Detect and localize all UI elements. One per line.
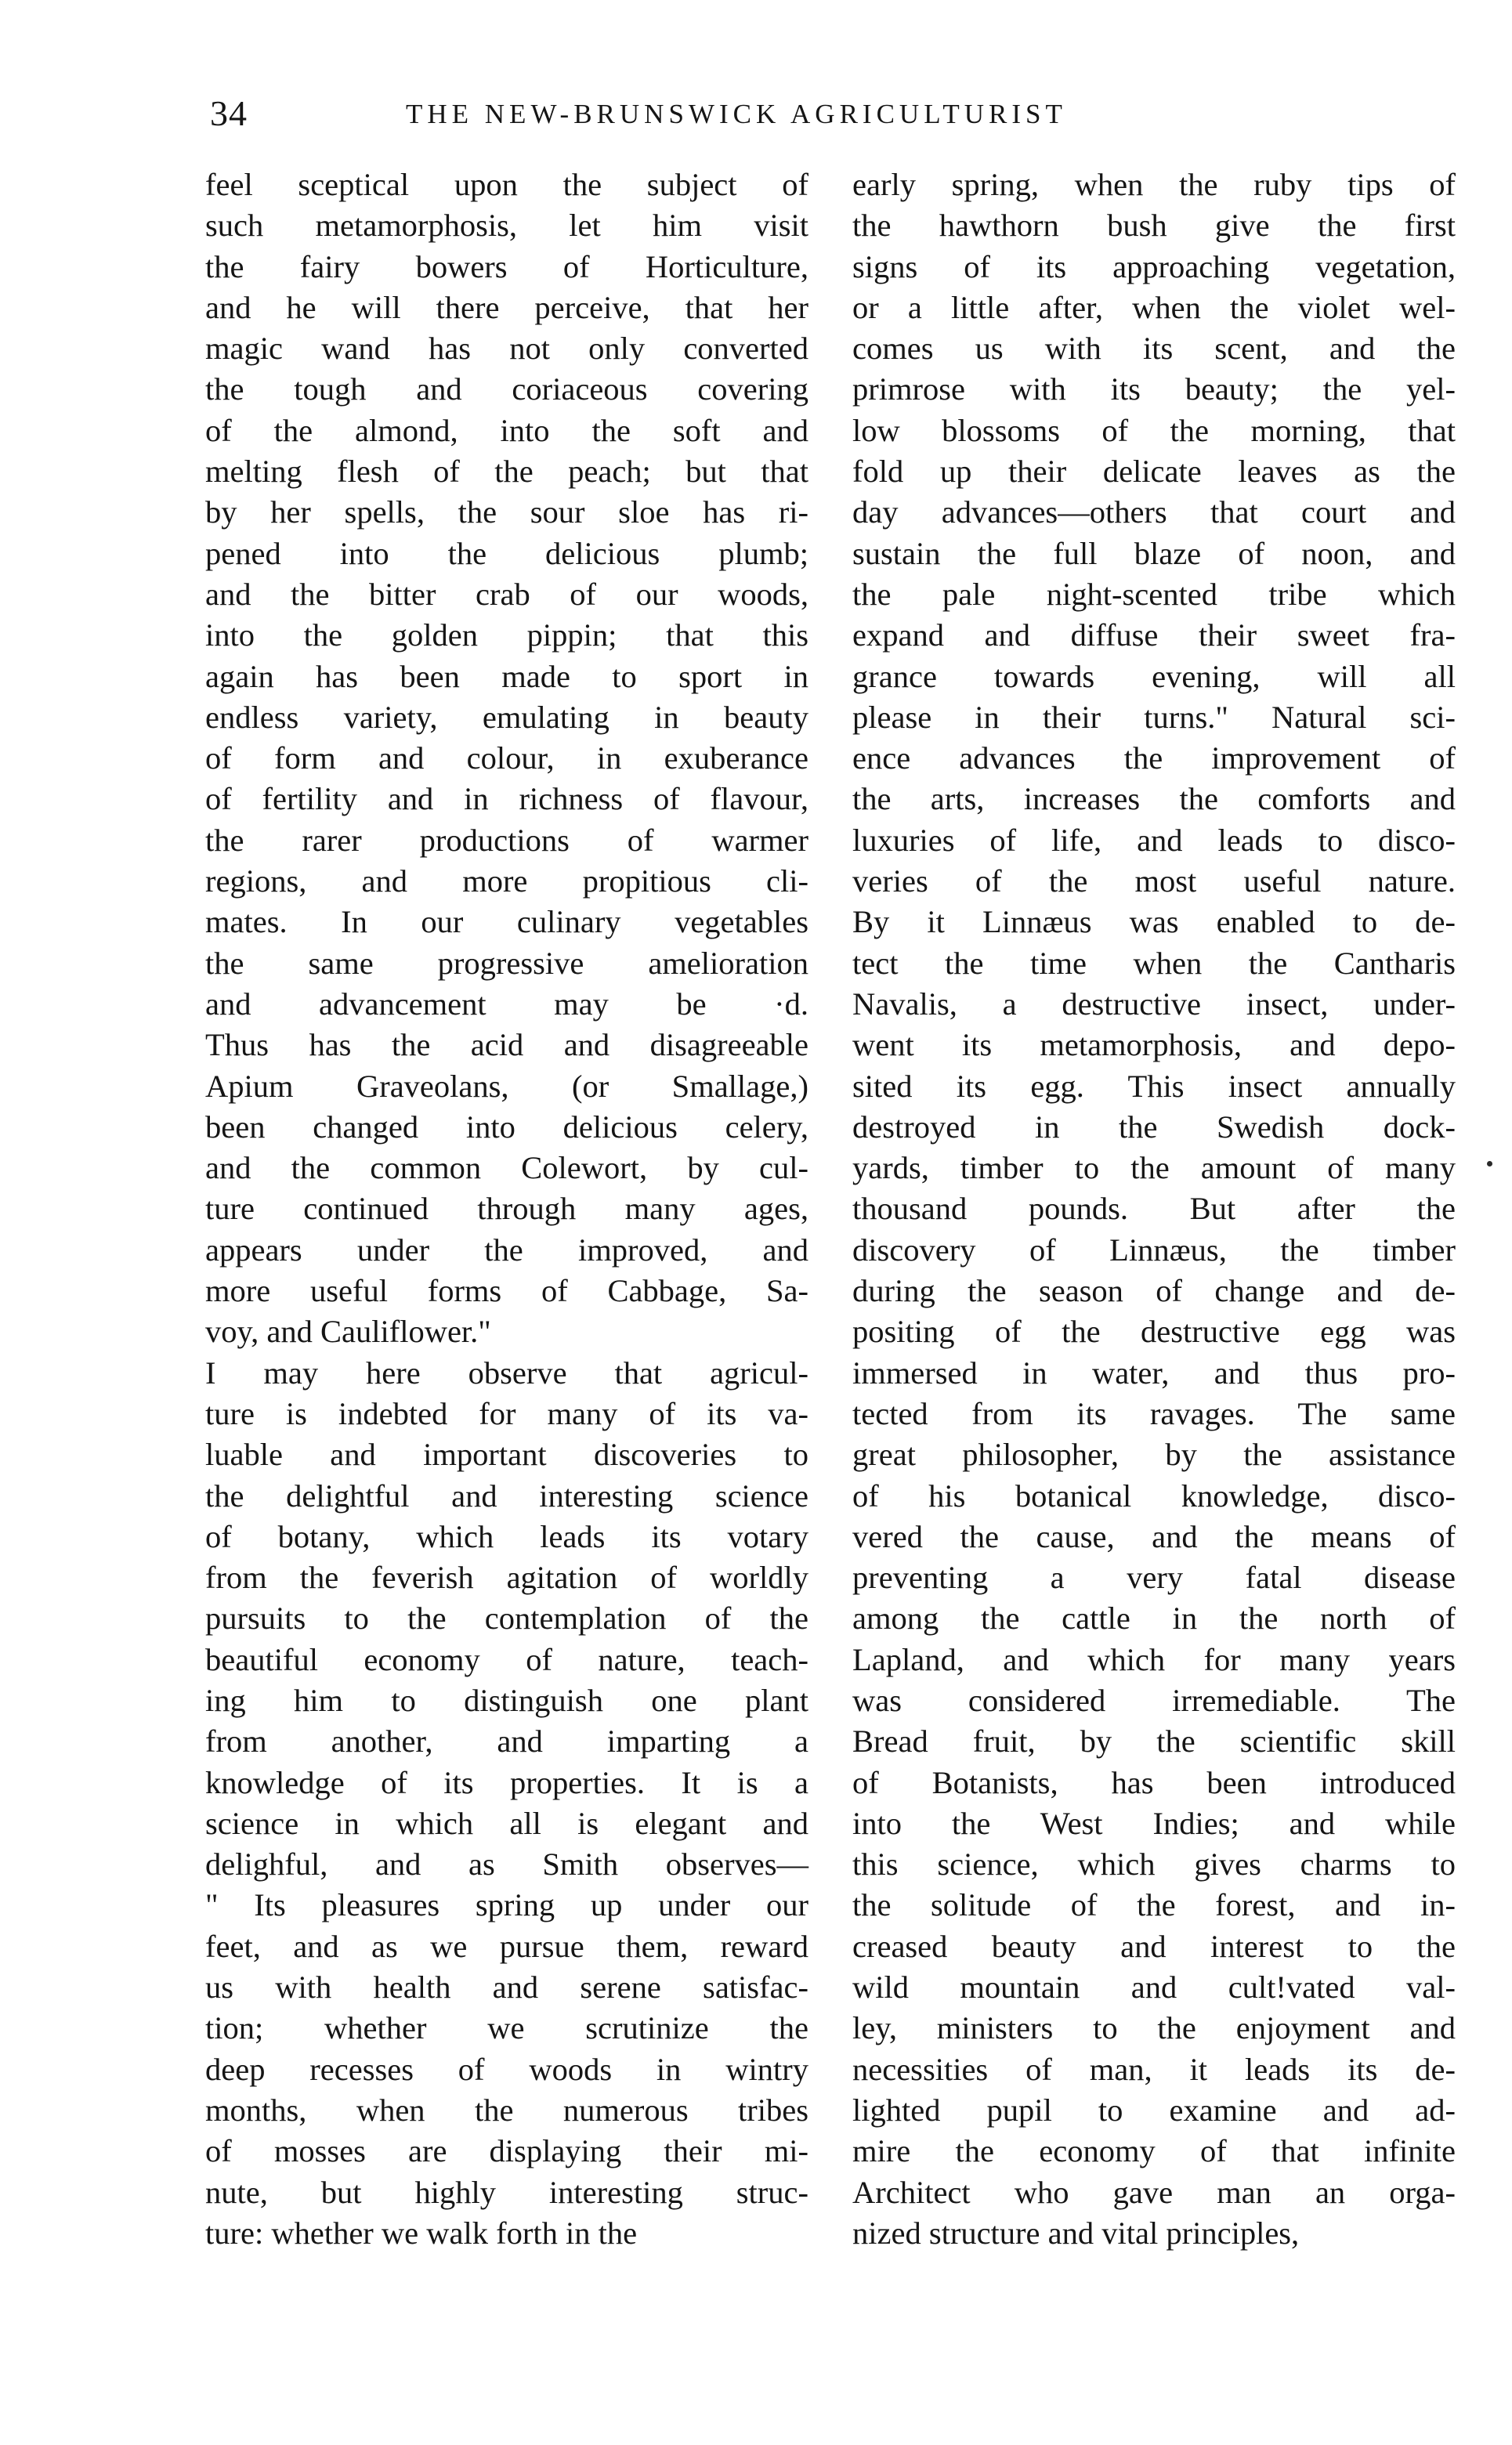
text-line: the fairy bowers of Horticulture, (205, 248, 808, 284)
text-line: from the feverish agitation of worldly (205, 1560, 808, 1596)
text-line: regions, and more propitious cli- (205, 863, 808, 899)
text-line: the pale night-scented tribe which (852, 576, 1456, 612)
text-line: discovery of Linnæus, the timber (852, 1232, 1456, 1268)
text-line: endless variety, emulating in beauty (205, 699, 808, 735)
text-line: mire the economy of that infinite (852, 2133, 1456, 2169)
text-line: ture is indebted for many of its va- (205, 1395, 808, 1431)
text-line: the same progressive amelioration (205, 945, 808, 981)
text-line: appears under the improved, and (205, 1232, 808, 1268)
text-line: of botany, which leads its votary (205, 1518, 808, 1554)
text-line: delighful, and as Smith observes— (205, 1846, 808, 1883)
text-line: Bread fruit, by the scientific skill (852, 1723, 1456, 1760)
text-line: the hawthorn bush give the first (852, 208, 1456, 244)
running-head (210, 92, 1510, 139)
text-line: I may here observe that agricul- (205, 1355, 808, 1391)
text-line: again has been made to sport in (205, 658, 808, 694)
text-line: beautiful economy of nature, teach- (205, 1641, 808, 1677)
page-number: 34 (210, 93, 248, 133)
right-text-column (852, 165, 1456, 2254)
text-line: from another, and imparting a (205, 1723, 808, 1760)
text-line: been changed into delicious celery, (205, 1109, 808, 1145)
text-line: yards, timber to the amount of many (852, 1150, 1456, 1186)
text-line: pursuits to the contemplation of the (205, 1600, 808, 1637)
text-line: the rarer productions of warmer (205, 822, 808, 858)
text-line: of form and colour, in exuberance (205, 740, 808, 776)
text-line: Thus has the acid and disagreeable (205, 1027, 808, 1063)
text-line: and the bitter crab of our woods, (205, 576, 808, 612)
text-line: feet, and as we pursue them, reward (205, 1928, 808, 1964)
text-line: nute, but highly interesting struc- (205, 2174, 808, 2210)
text-line: sustain the full blaze of noon, and (852, 535, 1456, 571)
text-line: the arts, increases the comforts and (852, 781, 1456, 817)
text-line: Navalis, a destructive insect, under- (852, 986, 1456, 1022)
text-line: tect the time when the Cantharis (852, 945, 1456, 981)
text-line: such metamorphosis, let him visit (205, 208, 808, 244)
text-line: during the season of change and de- (852, 1273, 1456, 1309)
text-line: the solitude of the forest, and in- (852, 1887, 1456, 1923)
text-line: signs of its approaching vegetation, (852, 248, 1456, 284)
text-line: and the common Colewort, by cul- (205, 1150, 808, 1186)
text-line: mates. In our culinary vegetables (205, 904, 808, 940)
text-line: tion; whether we scrutinize the (205, 2010, 808, 2046)
text-line: great philosopher, by the assistance (852, 1437, 1456, 1473)
text-line: luable and important discoveries to (205, 1437, 808, 1473)
text-line: sited its egg. This insect annually (852, 1068, 1456, 1104)
text-line: By it Linnæus was enabled to de- (852, 904, 1456, 940)
text-line: luxuries of life, and leads to disco- (852, 822, 1456, 858)
ink-speck (1487, 1161, 1492, 1166)
text-line: went its metamorphosis, and depo- (852, 1027, 1456, 1063)
text-line: more useful forms of Cabbage, Sa- (205, 1273, 808, 1309)
text-line: feel sceptical upon the subject of (205, 167, 808, 202)
text-line: into the West Indies; and while (852, 1805, 1456, 1841)
text-line: please in their turns." Natural sci- (852, 699, 1456, 735)
text-line: tected from its ravages. The same (852, 1395, 1456, 1431)
text-line: magic wand has not only converted (205, 331, 808, 367)
text-line: into the golden pippin; that this (205, 617, 808, 653)
text-line: destroyed in the Swedish dock- (852, 1109, 1456, 1145)
text-line: of his botanical knowledge, disco- (852, 1477, 1456, 1514)
text-line: the delightful and interesting science (205, 1477, 808, 1514)
text-line: early spring, when the ruby tips of (852, 167, 1456, 202)
text-line: melting flesh of the peach; but that (205, 454, 808, 490)
text-line: positing of the destructive egg was (852, 1314, 1456, 1350)
text-line: expand and diffuse their sweet fra- (852, 617, 1456, 653)
text-line: primrose with its beauty; the yel- (852, 371, 1456, 407)
text-line: Lapland, and which for many years (852, 1641, 1456, 1677)
text-line: of Botanists, has been introduced (852, 1764, 1456, 1800)
text-line: knowledge of its properties. It is a (205, 1764, 808, 1800)
text-line: and he will there perceive, that her (205, 289, 808, 325)
text-line: " Its pleasures spring up under our (205, 1887, 808, 1923)
text-line: creased beauty and interest to the (852, 1928, 1456, 1964)
text-line: nized structure and vital principles, (852, 2215, 1300, 2251)
journal-title: THE NEW-BRUNSWICK AGRICULTURIST (406, 99, 1067, 129)
text-line: was considered irremediable. The (852, 1682, 1456, 1718)
text-line: and advancement may be ·d. (205, 986, 808, 1022)
left-text-column (205, 165, 808, 2254)
text-line: fold up their delicate leaves as the (852, 454, 1456, 490)
text-line: pened into the delicious plumb; (205, 535, 808, 571)
text-line: of the almond, into the soft and (205, 412, 808, 448)
text-line: of fertility and in richness of flavour, (205, 781, 808, 817)
text-line: lighted pupil to examine and ad- (852, 2092, 1456, 2128)
text-line: preventing a very fatal disease (852, 1560, 1456, 1596)
text-line: science in which all is elegant and (205, 1805, 808, 1841)
text-line: wild mountain and cult!vated val- (852, 1969, 1456, 2006)
text-line: us with health and serene satisfac- (205, 1969, 808, 2006)
text-line: comes us with its scent, and the (852, 331, 1456, 367)
text-line: necessities of man, it leads its de- (852, 2051, 1456, 2087)
text-line: Apium Graveolans, (or Smallage,) (205, 1068, 808, 1104)
text-line: thousand pounds. But after the (852, 1191, 1456, 1227)
text-line: by her spells, the sour sloe has ri- (205, 494, 808, 530)
text-line: or a little after, when the violet wel- (852, 289, 1456, 325)
text-line: ing him to distinguish one plant (205, 1682, 808, 1718)
text-line: ture continued through many ages, (205, 1191, 808, 1227)
text-line: deep recesses of woods in wintry (205, 2051, 808, 2087)
text-line: ley, ministers to the enjoyment and (852, 2010, 1456, 2046)
text-line: vered the cause, and the means of (852, 1518, 1456, 1554)
text-line: months, when the numerous tribes (205, 2092, 808, 2128)
text-line: of mosses are displaying their mi- (205, 2133, 808, 2169)
text-line: grance towards evening, will all (852, 658, 1456, 694)
text-line: the tough and coriaceous covering (205, 371, 808, 407)
text-line: Architect who gave man an orga- (852, 2174, 1456, 2210)
text-line: ture: whether we walk forth in the (205, 2215, 638, 2251)
text-line: veries of the most useful nature. (852, 863, 1456, 899)
text-line: voy, and Cauliflower." (205, 1314, 491, 1350)
text-line: day advances—others that court and (852, 494, 1456, 530)
text-line: this science, which gives charms to (852, 1846, 1456, 1883)
text-line: ence advances the improvement of (852, 740, 1456, 776)
text-line: immersed in water, and thus pro- (852, 1355, 1456, 1391)
text-line: low blossoms of the morning, that (852, 412, 1456, 448)
text-line: among the cattle in the north of (852, 1600, 1456, 1637)
